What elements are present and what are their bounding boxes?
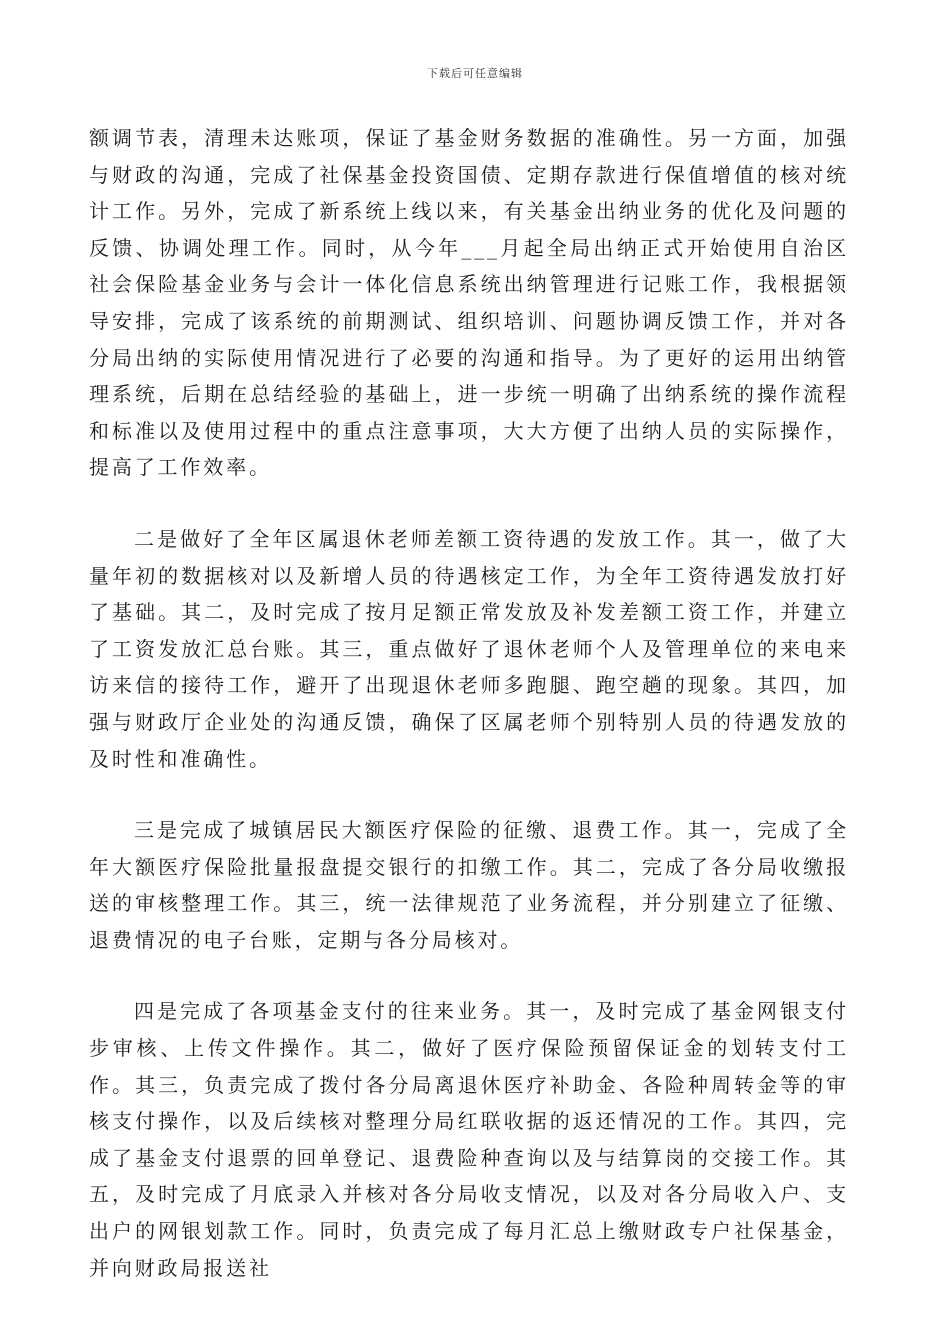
paragraph-retired-teacher-wages: 二是做好了全年区属退休老师差额工资待遇的发放工作。其一，做了大量年初的数据核对以及新增人员的待遇核定工作，为全年工资待遇发放打好了基础。其二，及时完成了按月足额正常发放及补发差额工资工作，并建立了工资发放汇总台账。其三，重点做好了退休老师个人及管理单位的来电来访来信的接待工作，避开了出现退休老师多跑腿、跑空趟的现象。其四，加强与财政厅企业处的沟通反馈，确保了区属老师个别特别人员的待遇发放的及时性和准确性。 [89, 526, 849, 771]
paragraph-fund-payments: 四是完成了各项基金支付的往来业务。其一，及时完成了基金网银支付步审核、上传文件操作。其二，做好了医疗保险预留保证金的划转支付工作。其三，负责完成了拨付各分局离退休医疗补助金、各险种周转金等的审核支付操作，以及后续核对整理分局红联收据的返还情况的工作。其四，完成了基金支付退票的回单登记、退费险种查询以及与结算岗的交接工作。其五，及时完成了月底录入并核对各分局收支情况，以及对各分局收入户、支出户的网银划款工作。同时，负责完成了每月汇总上缴财政专户社保基金，并向财政局报送社 [89, 999, 849, 1280]
paragraph-fund-reconciliation: 额调节表，清理未达账项，保证了基金财务数据的准确性。另一方面，加强与财政的沟通，完成了社保基金投资国债、定期存款进行保值增值的核对统计工作。另外，完成了新系统上线以来，有关基金出纳业务的优化及问题的反馈、协调处理工作。同时，从今年___月起全局出纳正式开始使用自治区社会保险基金业务与会计一体化信息系统出纳管理进行记账工作，我根据领导安排，完成了该系统的前期测试、组织培训、问题协调反馈工作，并对各分局出纳的实际使用情况进行了必要的沟通和指导。为了更好的运用出纳管理系统，后期在总结经验的基础上，进一步统一明确了出纳系统的操作流程和标准以及使用过程中的重点注意事项，大大方便了出纳人员的实际操作，提高了工作效率。 [89, 126, 849, 480]
paragraph-medical-insurance: 三是完成了城镇居民大额医疗保险的征缴、退费工作。其一，完成了全年大额医疗保险批量报盘提交银行的扣缴工作。其二，完成了各分局收缴报送的审核整理工作。其三，统一法律规范了业务流程，并分别建立了征缴、退费情况的电子台账，定期与各分局核对。 [89, 818, 849, 952]
document-body [89, 120, 849, 1286]
page-header-note: 下载后可任意编辑 [427, 67, 523, 80]
